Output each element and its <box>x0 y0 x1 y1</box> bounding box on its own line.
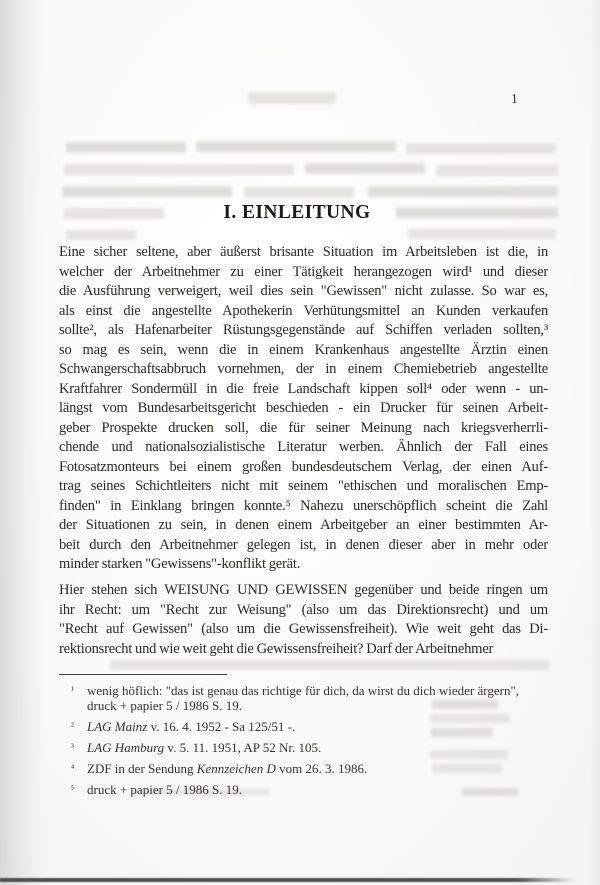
bleed-through-artifact <box>305 163 425 174</box>
body-line: ihr Recht: um "Recht zur Weisung" (also um das Direktionsrecht) und um <box>59 601 548 618</box>
body-line: Fotosatzmonteurs bei einem großen bundesdeutschem Verlag, der einen Auf- <box>59 458 548 475</box>
body-line: rektionsrecht und wie weit geht die Gewissensfreiheit? Darf der Arbeitnehmer <box>59 640 494 657</box>
chapter-heading: I. EINLEITUNG <box>223 202 371 223</box>
footnote-marker: ⁴ <box>71 763 75 774</box>
bleed-through-artifact <box>436 165 558 176</box>
footnote-text <box>87 762 521 777</box>
footnote-marker: ³ <box>71 742 74 753</box>
body-line: Schwangerschaftsabbruch vornehmen, der in einem Chemiebetrieb angestellte <box>59 361 548 377</box>
bleed-through-artifact <box>64 164 294 175</box>
footnote-2 <box>59 720 521 735</box>
footnote-text-pre: druck + papier 5 / 1986 S. 19. <box>87 781 243 797</box>
body-line: trag seines Schichtleiters nicht mit seinem "ethischen und moralischen Emp- <box>59 478 548 494</box>
bleed-through-artifact <box>110 660 550 670</box>
footnote-marker: ¹ <box>71 686 74 696</box>
body-line: "Recht auf Gewissen" (also um die Gewissensfreiheit). Wie weit geht das Di- <box>59 621 548 637</box>
footnote-text-pre: wenig höflich: "das ist genau das richtige für dich, da wirst du dich wieder ärgern", druck + papier 5 / 1986 S. 19. <box>87 683 520 713</box>
body-line: sollte², als Hafenarbeiter Rüstungsgegenstände auf Schiffen verladen sollten,³ <box>59 322 548 338</box>
bleed-through-artifact <box>248 92 336 104</box>
footnote-marker: ² <box>71 721 74 732</box>
body-line: Eine sicher seltene, aber äußerst brisante Situation im Arbeitsleben ist die, in <box>59 244 548 260</box>
body-line: als einst die angestellte Apothekerin Verhütungsmittel an Kunden verkaufen <box>59 302 548 319</box>
footnote-text-italic: Kennzeichen D <box>196 760 276 776</box>
footnote-3 <box>59 741 521 756</box>
body-line: beit durch den Arbeitnehmer gelegen ist, in denen dieser aber in mehr oder <box>59 536 548 553</box>
page-number: 1 <box>511 91 518 106</box>
paragraph-2 <box>59 581 548 659</box>
footnote-text-italic: LAG Hamburg <box>87 739 165 755</box>
bleed-through-artifact <box>196 141 396 152</box>
bleed-through-artifact <box>408 229 556 239</box>
footnote-text-post: v. 16. 4. 1952 - Sa 125/51 -. <box>147 718 296 734</box>
body-line: geber Prospekte drucken soll, die für seiner Meinung nach kriegsverherrli- <box>59 419 548 436</box>
footnote-text-pre: ZDF in der Sendung <box>87 760 197 776</box>
body-line: der Situationen zu sein, in denen einem Arbeitgeber an einer bestimmten Ar- <box>59 517 548 533</box>
body-line: minder starken "Gewissens"-konflikt gerät. <box>59 556 301 572</box>
bleed-through-artifact <box>406 143 556 154</box>
footnote-text <box>87 783 521 798</box>
footnote-5 <box>59 783 521 798</box>
footnote-separator <box>59 674 227 675</box>
body-line: Kraftfahrer Sondermüll in die freie Landschaft kippen soll⁴ oder wenn - un- <box>59 380 548 397</box>
bleed-through-artifact <box>66 142 186 153</box>
scan-shadow-right <box>590 0 600 885</box>
footnotes <box>59 684 521 804</box>
body-line: Hier stehen sich WEISUNG UND GEWISSEN gegenüber und beide ringen um <box>59 582 548 598</box>
footnote-text-italic: LAG Mainz <box>87 718 148 734</box>
footnote-text <box>87 741 521 756</box>
body-line: so mag es sein, wenn die in einem Krankenhaus angestellte Ärztin einen <box>59 341 548 358</box>
body-line: welcher der Arbeitnehmer zu einer Tätigkeit herangezogen wird¹ und dieser <box>59 263 548 280</box>
footnote-text-post: vom 26. 3. 1986. <box>275 760 368 776</box>
scan-edge-bottom <box>0 878 575 882</box>
body-line: finden" in Einklang bringen konnte.⁵ Nahezu unerschöpflich scheint die Zahl <box>59 497 548 514</box>
paragraph-1 <box>59 243 548 575</box>
body-line: chende und nationalsozialistische Literatur werben. Ähnlich der Fall eines <box>59 439 548 455</box>
scan-shadow-left <box>0 0 46 885</box>
footnote-marker: ⁵ <box>71 784 75 795</box>
footnote-text <box>87 720 521 735</box>
bleed-through-artifact <box>244 187 354 198</box>
bleed-through-artifact <box>368 186 558 197</box>
footnote-1 <box>59 684 521 713</box>
footnote-4 <box>59 762 521 777</box>
body-line: die Ausführung verweigert, weil dies sein "Gewissen" nicht zulasse. So war es, <box>59 283 548 299</box>
bleed-through-artifact <box>62 186 232 197</box>
bleed-through-artifact <box>66 230 136 240</box>
footnote-text-post: v. 5. 11. 1951, AP 52 Nr. 105. <box>164 739 322 755</box>
body-line: längst vom Bundesarbeitsgericht beschieden - ein Drucker für seinen Arbeit- <box>59 400 548 416</box>
footnote-text <box>87 684 521 713</box>
